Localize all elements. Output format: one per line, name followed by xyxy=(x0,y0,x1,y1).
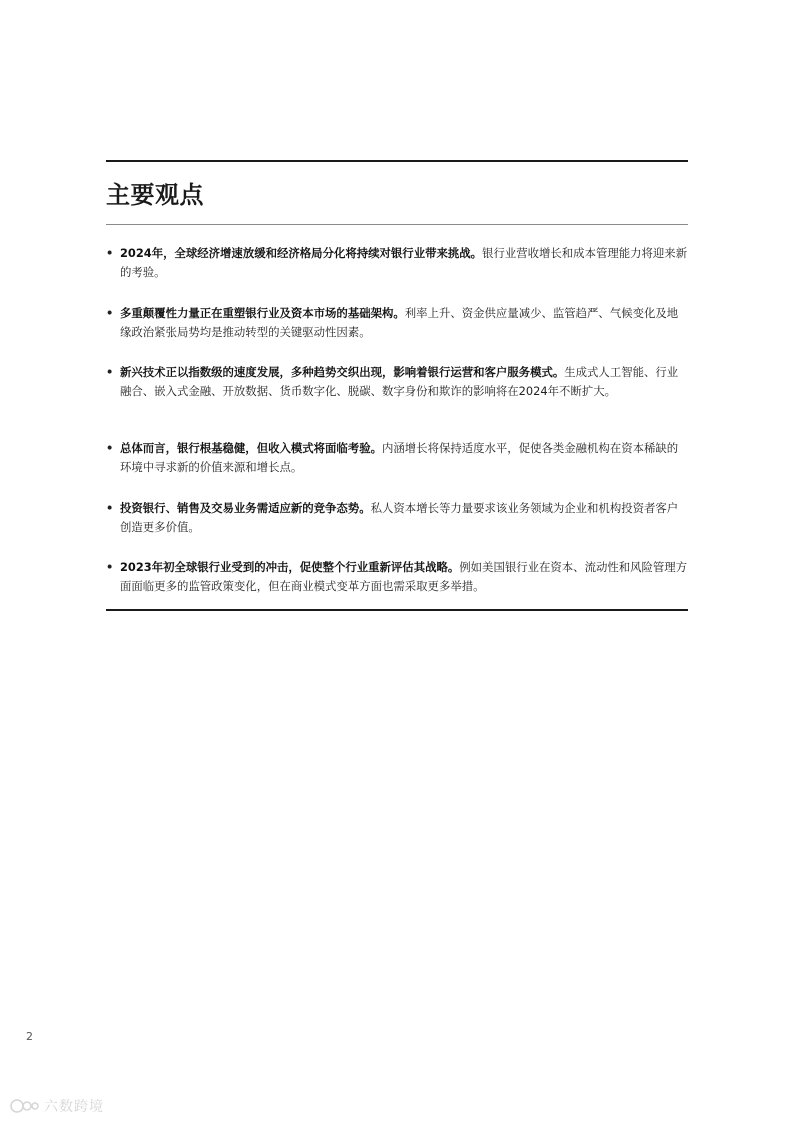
bullet-icon: • xyxy=(106,365,114,379)
top-rule xyxy=(106,160,688,162)
key-point-heading: 多重颠覆性力量正在重塑银行业及资本市场的基础架构。 xyxy=(120,306,405,320)
watermark xyxy=(10,1096,104,1116)
key-point-heading: 2023年初全球银行业受到的冲击，促使整个行业重新评估其战略。 xyxy=(120,560,460,574)
key-point xyxy=(106,363,688,401)
key-point-heading: 新兴技术正以指数级的速度发展，多种趋势交织出现，影响着银行运营和客户服务模式。 xyxy=(120,365,565,379)
page-number: 2 xyxy=(26,1030,33,1043)
key-point-body: 例如美国银行业在资本、流动性和风险管理方面面临更多的监管政策变化，但在商业模式变革方面也需采取更多举措。 xyxy=(120,560,688,593)
bullet-icon: • xyxy=(106,246,114,260)
bottom-rule xyxy=(106,609,688,611)
key-point xyxy=(106,499,688,537)
key-point-body: 银行业营收增长和成本管理能力将迎来新的考验。 xyxy=(120,246,688,279)
key-point xyxy=(106,244,688,282)
key-point-body: 私人资本增长等力量要求该业务领域为企业和机构投资者客户创造更多价值。 xyxy=(120,501,679,534)
key-point-heading: 总体而言，银行根基稳健，但收入模式将面临考验。 xyxy=(120,441,382,455)
watermark-logo-icon xyxy=(10,1097,40,1115)
key-point xyxy=(106,304,688,342)
key-point-body: 生成式人工智能、行业融合、嵌入式金融、开放数据、货币数字化、脱碳、数字身份和欺诈的影响将在2024年不断扩大。 xyxy=(120,365,679,398)
bullet-icon: • xyxy=(106,560,114,574)
bullet-icon: • xyxy=(106,306,114,320)
section-title: 主要观点 xyxy=(106,181,204,209)
key-point-heading: 2024年，全球经济增速放缓和经济格局分化将持续对银行业带来挑战。 xyxy=(120,246,483,260)
key-point-body: 内涵增长将保持适度水平，促使各类金融机构在资本稀缺的环境中寻求新的价值来源和增长点。 xyxy=(120,441,679,474)
key-point-body: 利率上升、资金供应量减少、监管趋严、气候变化及地缘政治紧张局势均是推动转型的关键驱动性因素。 xyxy=(120,306,679,339)
bullet-icon: • xyxy=(106,441,114,455)
key-point xyxy=(106,558,688,596)
key-points-section xyxy=(106,160,688,593)
key-point-heading: 投资银行、销售及交易业务需适应新的竞争态势。 xyxy=(120,501,371,515)
watermark-text: 六数跨境 xyxy=(44,1099,104,1115)
title-divider xyxy=(106,224,688,225)
key-point xyxy=(106,439,688,477)
bullet-icon: • xyxy=(106,501,114,515)
